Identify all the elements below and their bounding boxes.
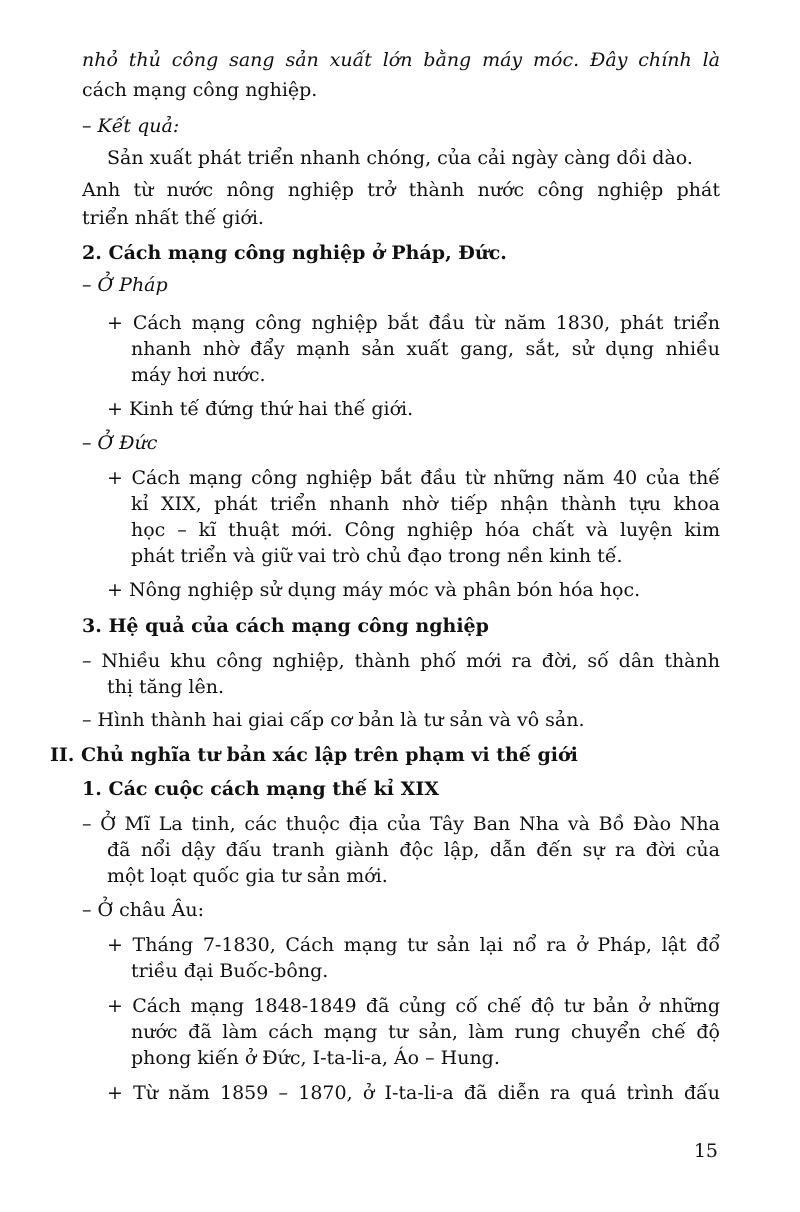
text-line: một loạt quốc gia tư sản mới. [107, 865, 388, 887]
bullet-line: triều đại Buốc-bông. [131, 960, 329, 982]
text-line: – Hình thành hai giai cấp cơ bản là tư sản và vô sản. [82, 709, 585, 731]
text-line: cách mạng công nghiệp. [82, 79, 318, 101]
chapter-heading: II. Chủ nghĩa tư bản xác lập trên phạm vi thế giới [50, 744, 578, 766]
text-line: triển nhất thế giới. [82, 207, 264, 229]
bullet-line: phát triển và giữ vai trò chủ đạo trong nền kinh tế. [131, 545, 623, 567]
bullet-line: nhanh nhờ đẩy mạnh sản xuất gang, sắt, sử dụng nhiều [131, 338, 720, 360]
bullet-line: + Từ năm 1859 – 1870, ở I-ta-li-a đã diễn ra quá trình đấu [107, 1082, 720, 1104]
bullet-line: + Cách mạng công nghiệp bắt đầu từ năm 1830, phát triển [107, 312, 720, 334]
text-line: Anh từ nước nông nghiệp trở thành nước công nghiệp phát [82, 179, 720, 201]
text-line: – Nhiều khu công nghiệp, thành phố mới ra đời, số dân thành [82, 650, 720, 672]
subheading: – Ở Đức [82, 432, 158, 454]
result-heading: – Kết quả: [82, 115, 180, 137]
bullet-line: + Kinh tế đứng thứ hai thế giới. [107, 398, 414, 420]
bullet-line: kỉ XIX, phát triển nhanh nhờ tiếp nhận thành tựu khoa [131, 493, 720, 515]
text-line: – Ở châu Âu: [82, 899, 204, 921]
section-heading: 3. Hệ quả của cách mạng công nghiệp [82, 615, 489, 637]
text-line: thị tăng lên. [107, 676, 224, 698]
bullet-line: học – kĩ thuật mới. Công nghiệp hóa chất và luyện kim [131, 519, 720, 541]
section-heading: 2. Cách mạng công nghiệp ở Pháp, Đức. [82, 242, 507, 264]
text-line: nhỏ thủ công sang sản xuất lớn bằng máy móc. Đây chính là [82, 49, 720, 71]
section-heading: 1. Các cuộc cách mạng thế kỉ XIX [82, 778, 439, 800]
bullet-line: nước đã làm cách mạng tư sản, làm rung chuyển chế độ [131, 1021, 720, 1043]
page-number: 15 [693, 1140, 718, 1162]
bullet-line: + Tháng 7-1830, Cách mạng tư sản lại nổ ra ở Pháp, lật đổ [107, 934, 720, 956]
bullet-line: + Nông nghiệp sử dụng máy móc và phân bón hóa học. [107, 579, 641, 601]
subheading: – Ở Pháp [82, 274, 168, 296]
bullet-line: + Cách mạng 1848-1849 đã củng cố chế độ tư bản ở những [107, 995, 720, 1017]
bullet-line: máy hơi nước. [131, 364, 266, 386]
text-line: đã nổi dậy đấu tranh giành độc lập, dẫn đến sự ra đời của [107, 839, 720, 861]
text-line: Sản xuất phát triển nhanh chóng, của cải ngày càng dồi dào. [107, 147, 693, 169]
bullet-line: + Cách mạng công nghiệp bắt đầu từ những năm 40 của thế [107, 467, 720, 489]
text-line: – Ở Mĩ La tinh, các thuộc địa của Tây Ban Nha và Bồ Đào Nha [82, 813, 720, 835]
bullet-line: phong kiến ở Đức, I-ta-li-a, Áo – Hung. [131, 1047, 500, 1069]
